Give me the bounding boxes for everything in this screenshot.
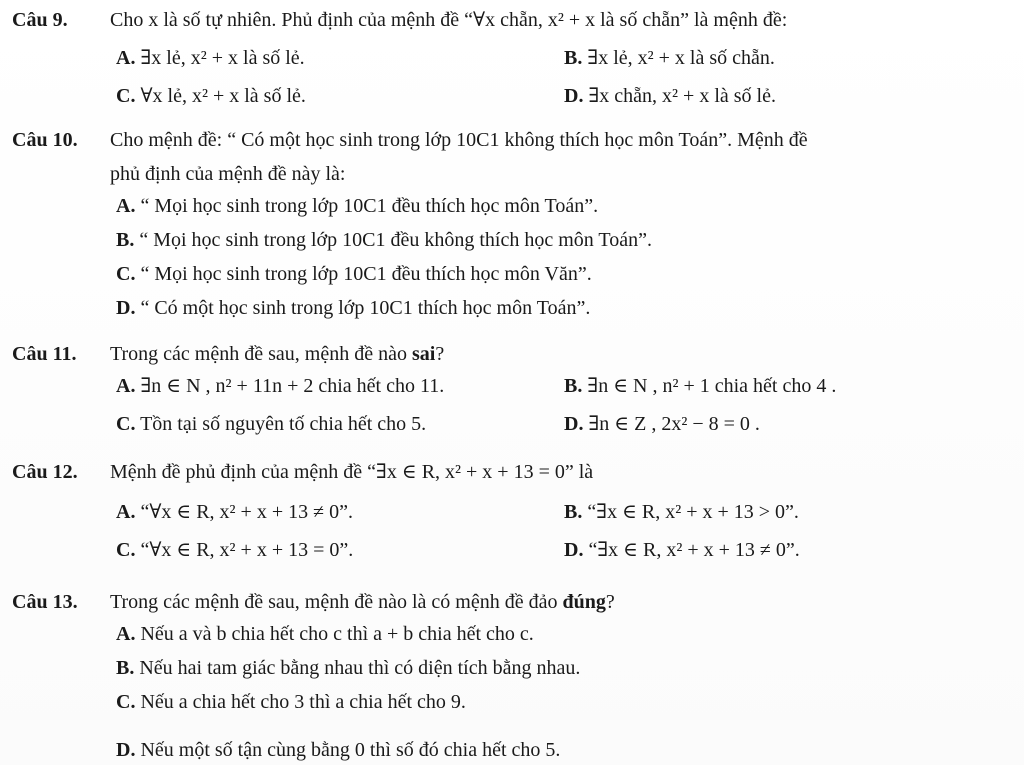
option-b (116, 228, 652, 252)
option-a (116, 194, 598, 218)
question-text (110, 342, 1014, 366)
option-text: ∀x lẻ, x² + x là số lẻ. (140, 85, 306, 107)
option-text: “ Có một học sinh trong lớp 10C1 thích học môn Toán”. (140, 297, 591, 319)
option-text: “ Mọi học sinh trong lớp 10C1 đều thích học môn Toán”. (140, 195, 599, 217)
question-text: Cho mệnh đề: “ Có một học sinh trong lớp 10C1 không thích học môn Toán”. Mệnh đề (110, 129, 808, 151)
option-b (116, 656, 580, 680)
question-number: Câu 10. (12, 129, 78, 151)
question-text (110, 590, 1014, 614)
option-a (116, 46, 305, 70)
option-text: “ Mọi học sinh trong lớp 10C1 đều không thích học môn Toán”. (139, 229, 652, 251)
option-b (564, 46, 775, 70)
option-letter: B. (116, 229, 135, 251)
option-text: ∃n ∈ Z , 2x² − 8 = 0 . (588, 413, 760, 435)
question-text-main: Trong các mệnh đề sau, mệnh đề nào (110, 343, 407, 365)
option-c (116, 262, 592, 286)
option-letter: D. (564, 539, 584, 561)
question-9 (12, 8, 1014, 32)
option-b (564, 374, 836, 398)
option-d (564, 84, 776, 108)
option-text: “∃x ∈ R, x² + x + 13 ≠ 0”. (588, 539, 800, 561)
option-c (116, 412, 426, 436)
option-text: ∃x chẵn, x² + x là số lẻ. (588, 85, 776, 107)
option-text: Nếu a và b chia hết cho c thì a + b chia hết cho c. (140, 623, 534, 645)
question-text-continued: phủ định của mệnh đề này là: (110, 163, 346, 185)
question-number: Câu 11. (12, 343, 77, 365)
option-letter: C. (116, 539, 136, 561)
option-letter: D. (564, 413, 584, 435)
option-letter: A. (116, 195, 136, 217)
question-text-main: Trong các mệnh đề sau, mệnh đề nào là có mệnh đề đảo (110, 591, 558, 613)
option-text: “∀x ∈ R, x² + x + 13 ≠ 0”. (140, 501, 353, 523)
question-number: Câu 9. (12, 9, 68, 31)
option-text: “∀x ∈ R, x² + x + 13 = 0”. (140, 539, 354, 561)
option-letter: B. (564, 501, 583, 523)
question-text: Cho x là số tự nhiên. Phủ định của mệnh đề “∀x chẵn, x² + x là số chẵn” là mệnh đề: (110, 9, 788, 31)
option-letter: B. (564, 375, 583, 397)
option-letter: D. (116, 739, 136, 761)
question-number: Câu 12. (12, 461, 78, 483)
option-text: “ Mọi học sinh trong lớp 10C1 đều thích học môn Văn”. (140, 263, 592, 285)
option-text: ∃x lẻ, x² + x là số chẵn. (587, 47, 775, 69)
option-a (116, 622, 534, 646)
option-letter: D. (564, 85, 584, 107)
option-d (116, 738, 560, 762)
question-text-end: ? (435, 343, 445, 365)
option-letter: A. (116, 623, 136, 645)
option-letter: A. (116, 375, 136, 397)
question-text: Mệnh đề phủ định của mệnh đề “∃x ∈ R, x² + x + 13 = 0” là (110, 461, 594, 483)
option-text: ∃x lẻ, x² + x là số lẻ. (140, 47, 305, 69)
option-letter: C. (116, 85, 136, 107)
option-text: ∃n ∈ N , n² + 11n + 2 chia hết cho 11. (140, 375, 445, 397)
option-b (564, 500, 799, 524)
option-c (116, 84, 306, 108)
question-12 (12, 460, 1014, 484)
option-letter: D. (116, 297, 136, 319)
option-d (564, 412, 760, 436)
option-letter: C. (116, 263, 136, 285)
option-d (116, 296, 590, 320)
option-c (116, 690, 466, 714)
question-emphasis: sai (411, 343, 436, 365)
option-letter: B. (564, 47, 583, 69)
question-13 (12, 590, 1014, 614)
option-a (116, 500, 353, 524)
option-a (116, 374, 444, 398)
question-number: Câu 13. (12, 591, 78, 613)
question-11 (12, 342, 1014, 366)
option-letter: C. (116, 691, 136, 713)
option-text: ∃n ∈ N , n² + 1 chia hết cho 4 . (587, 375, 837, 397)
question-text-end: ? (605, 591, 615, 613)
option-text: Tồn tại số nguyên tố chia hết cho 5. (140, 413, 427, 435)
option-letter: A. (116, 501, 136, 523)
option-c (116, 538, 353, 562)
option-letter: C. (116, 413, 136, 435)
option-text: Nếu a chia hết cho 3 thì a chia hết cho 9. (140, 691, 466, 713)
option-letter: A. (116, 47, 136, 69)
option-letter: B. (116, 657, 135, 679)
question-emphasis: đúng (562, 591, 606, 613)
question-10 (12, 128, 1014, 152)
option-text: Nếu hai tam giác bằng nhau thì có diện tích bằng nhau. (139, 657, 581, 679)
option-d (564, 538, 800, 562)
option-text: Nếu một số tận cùng bằng 0 thì số đó chia hết cho 5. (140, 739, 561, 761)
option-text: “∃x ∈ R, x² + x + 13 > 0”. (587, 501, 799, 523)
